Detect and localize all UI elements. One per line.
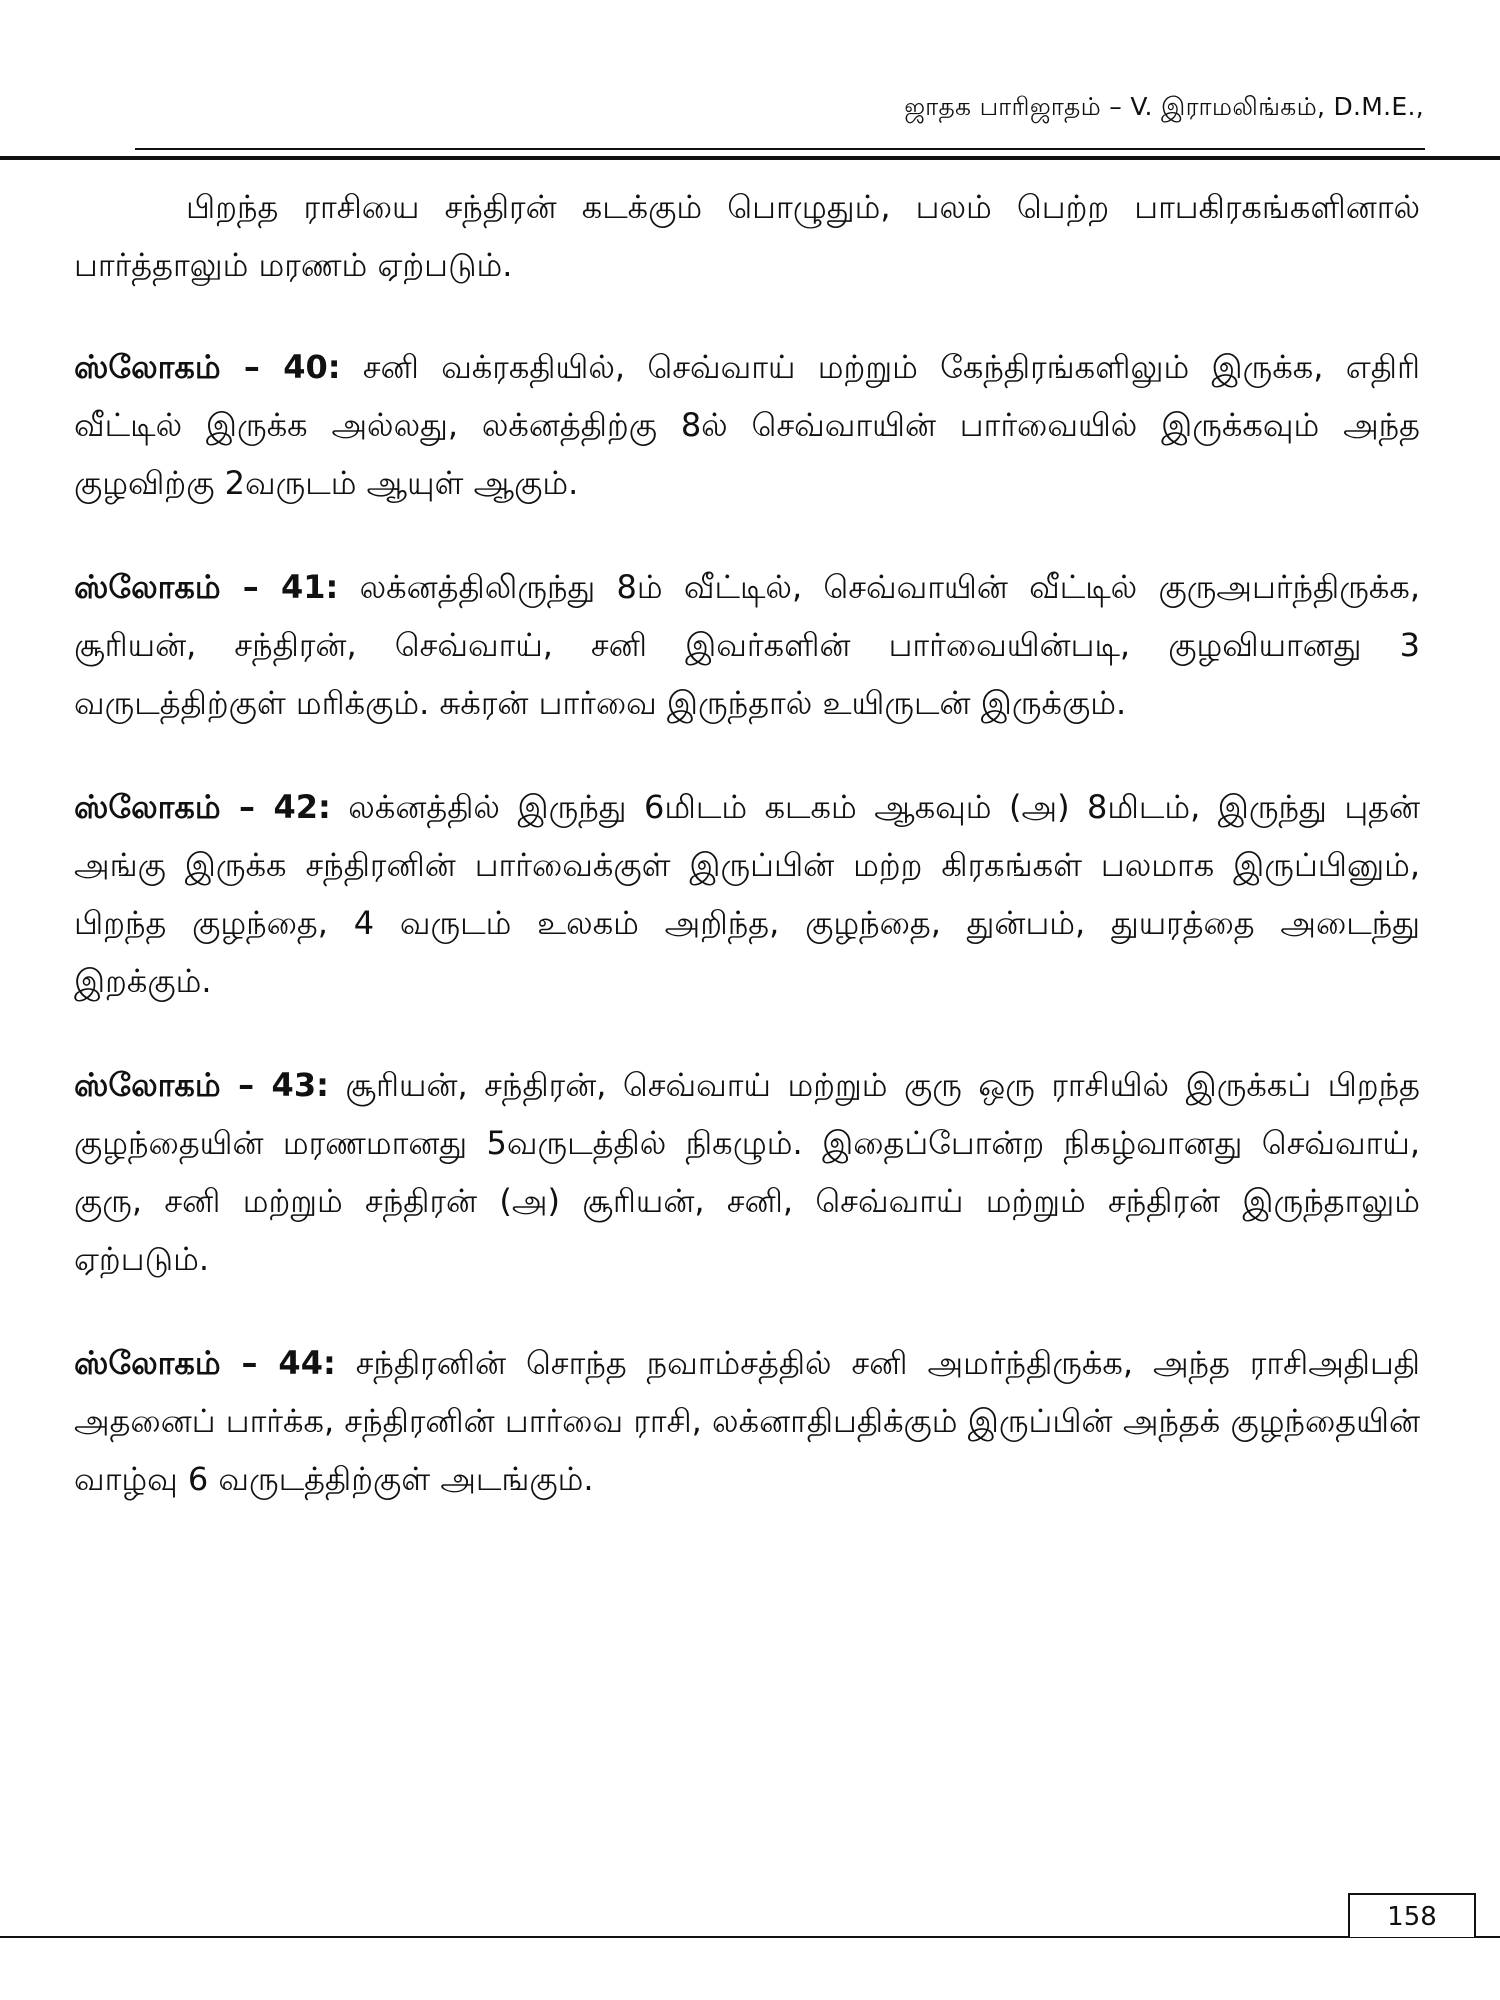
running-header: ஜாதக பாரிஜாதம் – V. இராமலிங்கம், D.M.E., [904,92,1424,121]
sloka-40 [74,338,1420,512]
page-number: 158 [1348,1893,1476,1937]
sloka-43 [74,1056,1420,1288]
page-body [74,178,1420,1554]
sloka-42 [74,778,1420,1010]
header-rule-thick [0,156,1500,160]
sloka-label: ஸ்லோகம் – 44: [74,1344,336,1382]
sloka-text: லக்னத்திலிருந்து 8ம் வீட்டில், செவ்வாயின் வீட்டில் குருஅபர்ந்திருக்க, சூரியன், சந்திரன், செவ்வாய், சனி இவர்களின் பார்வையின்படி, குழவியானது 3 வருடத்திற்குள் மரிக்கும். சுக்ரன் பார்வை இருந்தால் உயிருடன் இருக்கும். [74,568,1421,722]
sloka-label: ஸ்லோகம் – 42: [74,788,331,826]
sloka-label: ஸ்லோகம் – 41: [74,568,339,606]
sloka-44 [74,1334,1420,1508]
sloka-text: லக்னத்தில் இருந்து 6மிடம் கடகம் ஆகவும் (அ) 8மிடம், இருந்து புதன் அங்கு இருக்க சந்திரனின் பார்வைக்குள் இருப்பின் மற்ற கிரகங்கள் பலமாக இருப்பினும், பிறந்த குழந்தை, 4 வருடம் உலகம் அறிந்த, குழந்தை, துன்பம், துயரத்தை அடைந்து இறக்கும். [74,788,1421,1000]
sloka-label: ஸ்லோகம் – 40: [74,348,341,386]
header-rule-thin [135,148,1425,150]
footer-rule [0,1936,1500,1938]
intro-paragraph: பிறந்த ராசியை சந்திரன் கடக்கும் பொழுதும், பலம் பெற்ற பாபகிரகங்களினால் பார்த்தாலும் மரணம் ஏற்படும். [74,188,1420,284]
sloka-41 [74,558,1420,732]
sloka-text: சூரியன், சந்திரன், செவ்வாய் மற்றும் குரு ஒரு ராசியில் இருக்கப் பிறந்த குழந்தையின் மரணமானது 5வருடத்தில் நிகழும். இதைப்போன்ற நிகழ்வானது செவ்வாய், குரு, சனி மற்றும் சந்திரன் (அ) சூரியன், சனி, செவ்வாய் மற்றும் சந்திரன் இருந்தாலும் ஏற்படும். [74,1066,1421,1278]
sloka-label: ஸ்லோகம் – 43: [74,1066,329,1104]
sloka-text: சந்திரனின் சொந்த நவாம்சத்தில் சனி அமர்ந்திருக்க, அந்த ராசிஅதிபதி அதனைப் பார்க்க, சந்திரனின் பார்வை ராசி, லக்னாதிபதிக்கும் இருப்பின் அந்தக் குழந்தையின் வாழ்வு 6 வருடத்திற்குள் அடங்கும். [74,1344,1421,1498]
sloka-text: சனி வக்ரகதியில், செவ்வாய் மற்றும் கேந்திரங்களிலும் இருக்க, எதிரி வீட்டில் இருக்க அல்லது, லக்னத்திற்கு 8ல் செவ்வாயின் பார்வையில் இருக்கவும் அந்த குழவிற்கு 2வருடம் ஆயுள் ஆகும். [74,348,1421,502]
